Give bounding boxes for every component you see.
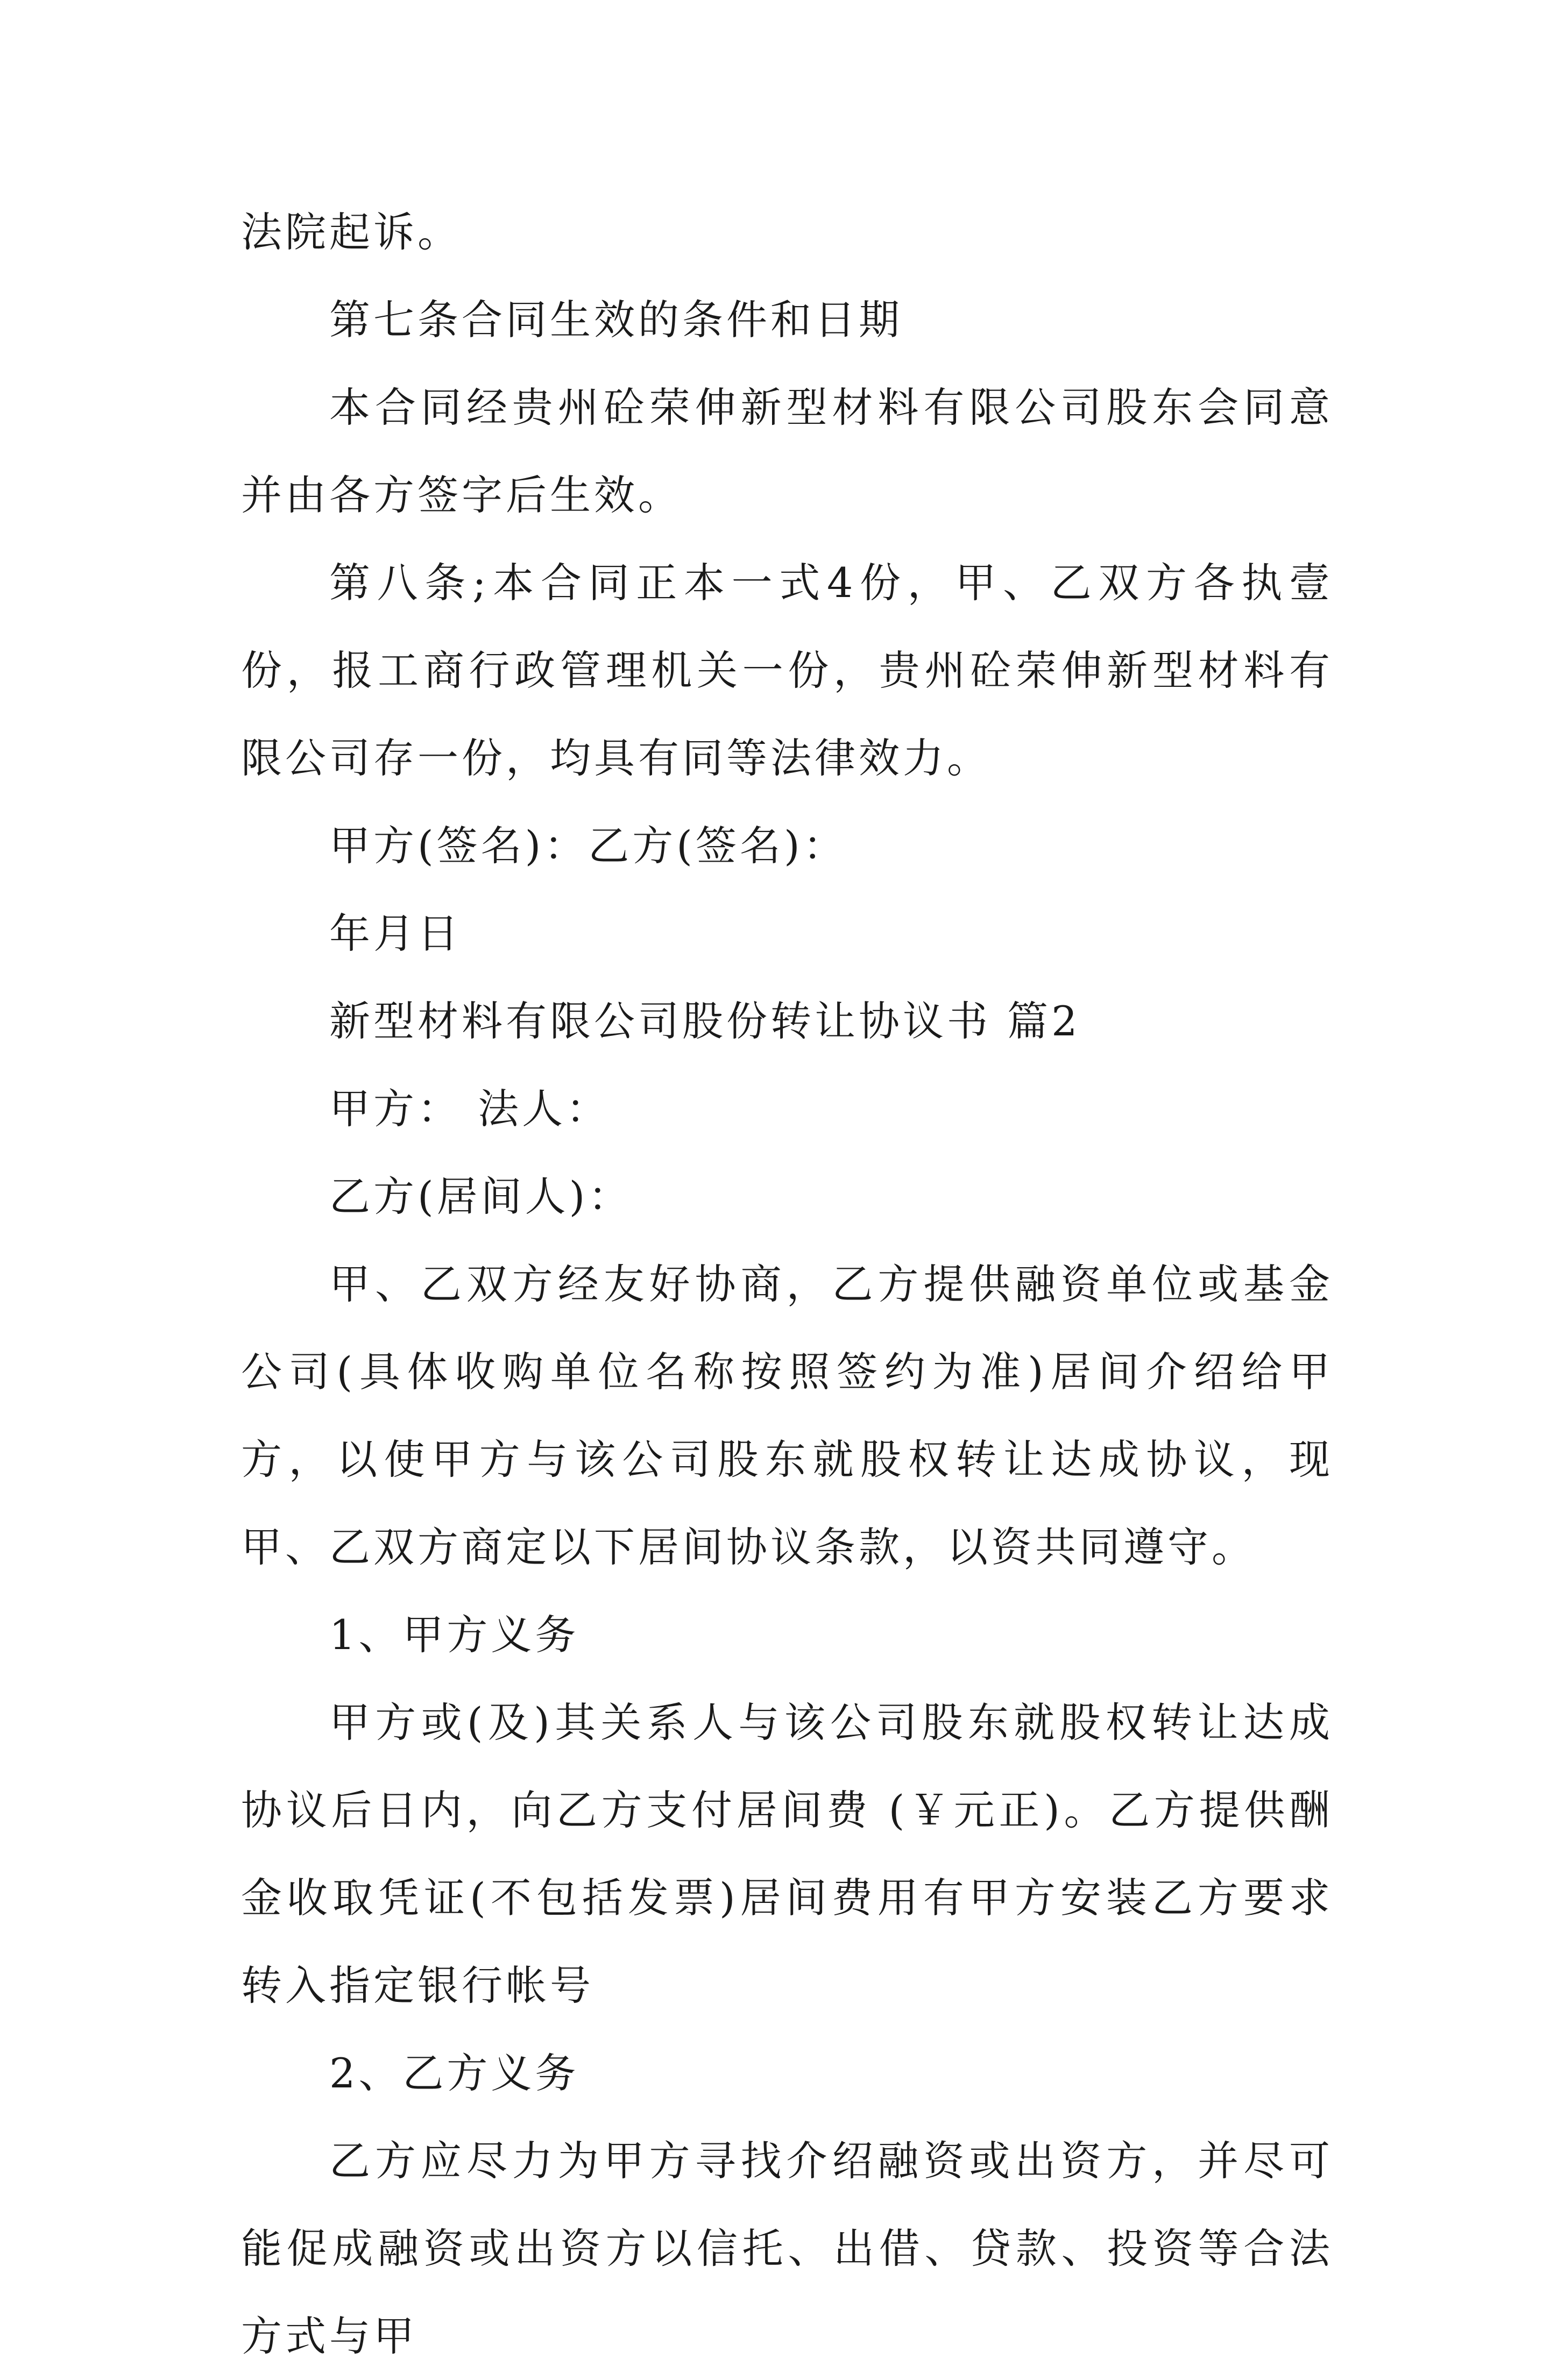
heading-article-7: 第七条合同生效的条件和日期 <box>329 296 903 344</box>
paragraph-court-suit: 法院起诉。 <box>241 208 462 256</box>
signature-line: 甲方(签名)：乙方(签名)： <box>329 822 847 870</box>
section-title-part-2: 新型材料有限公司股份转让协议书 篇2 <box>329 997 1081 1045</box>
date-line: 年月日 <box>329 910 462 957</box>
paragraph-effective-condition: 本合同经贵州砼荣伸新型材料有限公司股东会同意并由各方签字后生效。 <box>241 383 1333 519</box>
party-b-line: 乙方(居间人)： <box>329 1173 633 1220</box>
document-body <box>241 188 1333 2380</box>
paragraph-party-b-obligations: 乙方应尽力为甲方寻找介绍融资或出资方，并尽可能促成融资或出资方以信托、出借、贷款、投资等合法方式与甲 <box>241 2137 1333 2360</box>
party-a-line: 甲方： 法人： <box>329 1085 611 1133</box>
heading-party-a-obligations: 1、甲方义务 <box>329 1611 579 1659</box>
paragraph-preamble: 甲、乙双方经友好协商，乙方提供融资单位或基金公司(具体收购单位名称按照签约为准)居间介绍给甲方，以使甲方与该公司股东就股权转让达成协议，现甲、乙双方商定以下居间协议条款，以资共同遵守。 <box>241 1260 1333 1571</box>
paragraph-party-a-obligations: 甲方或(及)其关系人与该公司股东就股权转让达成协议后日内，向乙方支付居间费 (￥元正)。乙方提供酬金收取凭证(不包括发票)居间费用有甲方安装乙方要求转入指定银行帐号 <box>241 1699 1333 2009</box>
paragraph-article-8: 第八条;本合同正本一式4份，甲、乙双方各执壹份，报工商行政管理机关一份，贵州砼荣伸新型材料有限公司存一份，均具有同等法律效力。 <box>241 559 1333 782</box>
heading-party-b-obligations: 2、乙方义务 <box>329 2049 579 2097</box>
